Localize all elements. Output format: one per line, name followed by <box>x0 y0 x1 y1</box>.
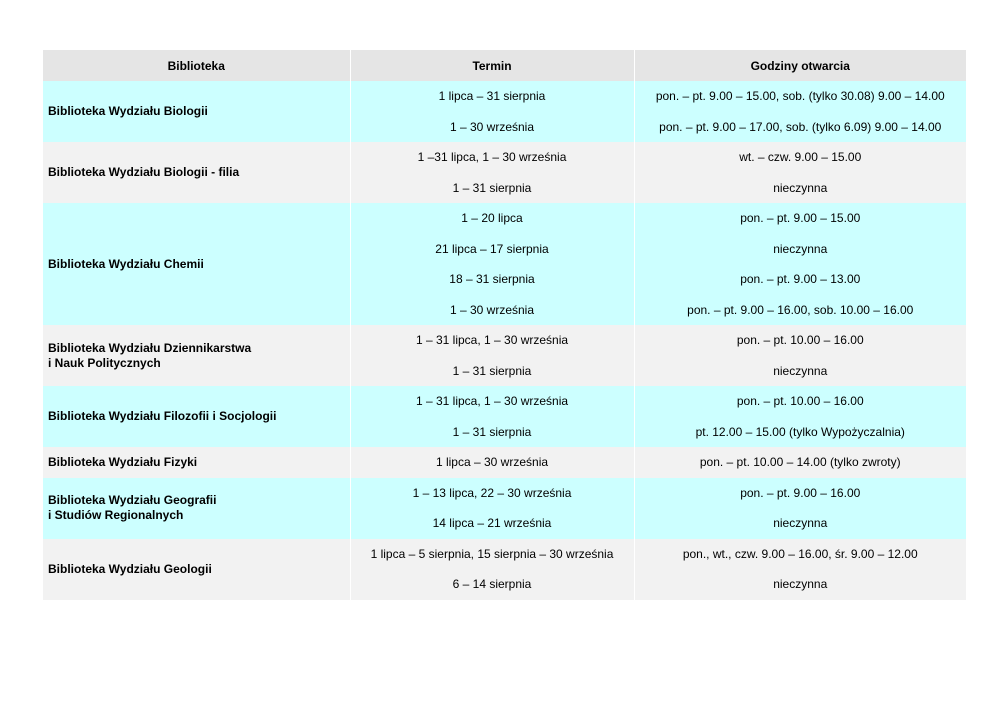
termin-cell: 1 – 31 lipca, 1 – 30 września <box>350 386 634 417</box>
godziny-cell: pon. – pt. 9.00 – 13.00 <box>634 264 966 295</box>
header-godziny: Godziny otwarcia <box>634 50 966 81</box>
godziny-cell: pon. – pt. 9.00 – 16.00, sob. 10.00 – 16.00 <box>634 295 966 326</box>
termin-cell: 1 –31 lipca, 1 – 30 września <box>350 142 634 173</box>
godziny-cell: pon. – pt. 9.00 – 15.00, sob. (tylko 30.08) 9.00 – 14.00 <box>634 81 966 112</box>
godziny-cell: nieczynna <box>634 173 966 204</box>
termin-cell: 1 lipca – 30 września <box>350 447 634 478</box>
termin-cell: 1 lipca – 31 sierpnia <box>350 81 634 112</box>
godziny-cell: nieczynna <box>634 356 966 387</box>
termin-cell: 1 – 31 lipca, 1 – 30 września <box>350 325 634 356</box>
termin-cell: 1 – 31 sierpnia <box>350 417 634 448</box>
library-name: Biblioteka Wydziału Fizyki <box>43 447 350 478</box>
header-biblioteka: Biblioteka <box>43 50 350 81</box>
godziny-cell: pon. – pt. 10.00 – 14.00 (tylko zwroty) <box>634 447 966 478</box>
godziny-cell: pon. – pt. 10.00 – 16.00 <box>634 386 966 417</box>
table-row <box>43 325 966 356</box>
godziny-cell: pon. – pt. 9.00 – 17.00, sob. (tylko 6.09) 9.00 – 14.00 <box>634 112 966 143</box>
library-name: Biblioteka Wydziału Geografii i Studiów Regionalnych <box>43 478 350 539</box>
termin-cell: 1 – 30 września <box>350 112 634 143</box>
godziny-cell: pt. 12.00 – 15.00 (tylko Wypożyczalnia) <box>634 417 966 448</box>
godziny-cell: nieczynna <box>634 234 966 265</box>
table-body <box>43 81 966 600</box>
termin-cell: 1 – 13 lipca, 22 – 30 września <box>350 478 634 509</box>
termin-cell: 14 lipca – 21 września <box>350 508 634 539</box>
header-row <box>43 50 966 81</box>
godziny-cell: nieczynna <box>634 508 966 539</box>
table-row <box>43 539 966 570</box>
termin-cell: 1 – 30 września <box>350 295 634 326</box>
godziny-cell: wt. – czw. 9.00 – 15.00 <box>634 142 966 173</box>
library-name: Biblioteka Wydziału Chemii <box>43 203 350 325</box>
library-hours-sheet <box>43 50 966 600</box>
termin-cell: 21 lipca – 17 sierpnia <box>350 234 634 265</box>
godziny-cell: pon., wt., czw. 9.00 – 16.00, śr. 9.00 – 12.00 <box>634 539 966 570</box>
termin-cell: 1 – 31 sierpnia <box>350 173 634 204</box>
table-row <box>43 203 966 234</box>
library-name: Biblioteka Wydziału Dziennikarstwa i Nauk Politycznych <box>43 325 350 386</box>
termin-cell: 18 – 31 sierpnia <box>350 264 634 295</box>
table-row <box>43 142 966 173</box>
termin-cell: 1 – 20 lipca <box>350 203 634 234</box>
godziny-cell: nieczynna <box>634 569 966 600</box>
termin-cell: 1 – 31 sierpnia <box>350 356 634 387</box>
godziny-cell: pon. – pt. 10.00 – 16.00 <box>634 325 966 356</box>
library-name: Biblioteka Wydziału Filozofii i Socjologii <box>43 386 350 447</box>
termin-cell: 6 – 14 sierpnia <box>350 569 634 600</box>
table-row <box>43 81 966 112</box>
table-row <box>43 447 966 478</box>
table-row <box>43 386 966 417</box>
godziny-cell: pon. – pt. 9.00 – 15.00 <box>634 203 966 234</box>
termin-cell: 1 lipca – 5 sierpnia, 15 sierpnia – 30 września <box>350 539 634 570</box>
godziny-cell: pon. – pt. 9.00 – 16.00 <box>634 478 966 509</box>
header-termin: Termin <box>350 50 634 81</box>
library-hours-table <box>43 50 966 600</box>
library-name: Biblioteka Wydziału Biologii <box>43 81 350 142</box>
table-row <box>43 478 966 509</box>
library-name: Biblioteka Wydziału Biologii - filia <box>43 142 350 203</box>
library-name: Biblioteka Wydziału Geologii <box>43 539 350 600</box>
